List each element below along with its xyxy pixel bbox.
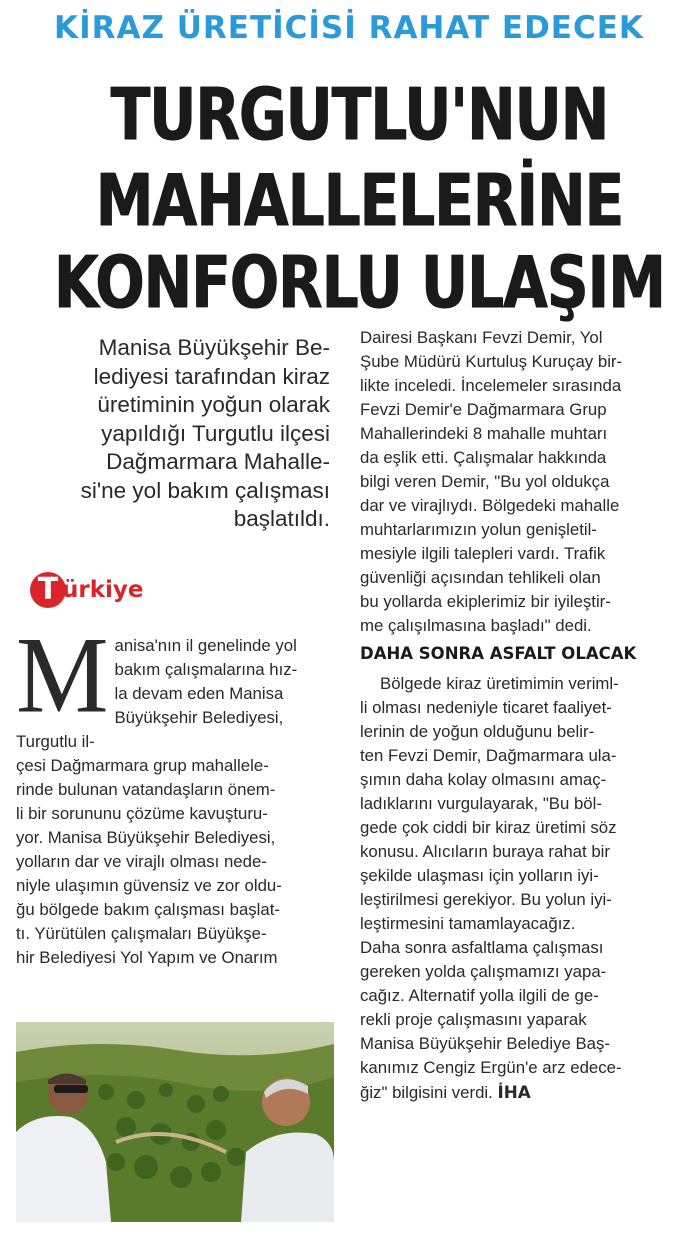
body-line: lerinin de yoğun olduğunu belir- — [360, 722, 595, 741]
lead-line: başlatıldı. — [233, 506, 330, 531]
body-line: li bir sorununu çözüme kavuşturu- — [16, 804, 268, 823]
body-line: şımın daha kolay olmasını amaç- — [360, 770, 607, 789]
lead-line: Dağmarmara Mahalle- — [106, 449, 330, 474]
body-line: ğu bölgede bakım çalışması başlat- — [16, 900, 280, 919]
agency-credit: İHA — [497, 1082, 531, 1102]
body-line: leştirilmesi gerekiyor. Bu yolun iyi- — [360, 890, 612, 909]
body-line: tı. Yürütülen çalışmaları Büyükşe- — [16, 924, 267, 943]
body-line: gede çok ciddi bir kiraz üretimi söz — [360, 818, 617, 837]
body-line: Daha sonra asfaltlama çalışması — [360, 938, 604, 957]
body-line: ladıklarını vurgulayarak, "Bu böl- — [360, 794, 602, 813]
body-line: mesiyle ilgili talepleri vardı. Trafik — [360, 544, 606, 563]
body-right-column — [360, 326, 678, 1105]
body-line: cağız. Alternatif yolla ilgili de ge- — [360, 986, 599, 1005]
body-line: Bölgede kiraz üretimimin veriml- — [380, 674, 619, 693]
lead-line: Manisa Büyükşehir Be- — [98, 335, 330, 360]
body-line: likte inceledi. İncelemeler sırasında — [360, 376, 622, 395]
body-line: gereken yolda çalışmamızı yapa- — [360, 962, 607, 981]
body-line: li olması nedeniyle ticaret faaliyet- — [360, 698, 612, 717]
body-line: ğiz" bilgisini verdi. — [360, 1083, 493, 1102]
lead-paragraph — [20, 334, 330, 534]
lead-line: si'ne yol bakım çalışması — [80, 477, 330, 503]
body-line: yor. Manisa Büyükşehir Belediyesi, — [16, 828, 276, 847]
kicker-headline: KİRAZ ÜRETİCİSİ RAHAT EDECEK — [54, 10, 644, 46]
logo-text: ürkiye — [62, 577, 144, 603]
body-line: Dairesi Başkanı Fevzi Demir, Yol — [360, 328, 603, 347]
logo-circle-icon: T — [30, 572, 66, 608]
body-line: güvenliği açısından tehlikeli olan — [360, 568, 601, 587]
body-left-column — [16, 615, 332, 970]
body-line: anisa'nın il genelinde yol — [114, 636, 297, 655]
body-line: bakım çalışmalarına hız- — [114, 660, 298, 679]
body-line: konusu. Alıcıların buraya rahat bir — [360, 842, 610, 861]
body-line: hir Belediyesi Yol Yapım ve Onarım — [16, 948, 278, 967]
subheading: DAHA SONRA ASFALT OLACAK — [360, 644, 637, 663]
headline-line-1: TURGUTLU'NUN — [110, 71, 608, 157]
lead-line: yapıldığı Turgutlu ilçesi — [101, 420, 330, 446]
body-line: Fevzi Demir'e Dağmarmara Grup — [360, 400, 607, 419]
headline-line-2: MAHALLELERİNE — [95, 157, 623, 243]
body-line: bilgi veren Demir, "Bu yol oldukça — [360, 472, 610, 491]
headline-line-3: KONFORLU ULAŞIM — [53, 239, 665, 325]
body-line: niyle ulaşımın güvensiz ve zor oldu- — [16, 876, 282, 895]
body-line: bu yollarda ekiplerimiz bir iyileştir- — [360, 592, 611, 611]
drop-cap: M — [16, 615, 109, 736]
body-line: kanımız Cengiz Ergün'e arz edece- — [360, 1058, 622, 1077]
body-line: Mahallerindeki 8 mahalle muhtarı — [360, 424, 608, 443]
body-line: da eşlik etti. Çalışmalar hakkında — [360, 448, 607, 467]
body-line: Büyükşehir Belediyesi, Turgutlu il- — [16, 708, 284, 751]
body-line: ten Fevzi Demir, Dağmarmara ula- — [360, 746, 617, 765]
body-line: muhtarlarımızın yolun genişletil- — [360, 520, 597, 539]
body-line: rinde bulunan vatandaşların önem- — [16, 780, 276, 799]
body-line: şekilde ulaşması için yolların iyi- — [360, 866, 599, 885]
lead-line: üretiminin yoğun olarak — [97, 392, 330, 417]
body-line: me çalışılmasına başladı" dedi. — [360, 616, 592, 635]
body-line: rekli proje çalışmasını yaparak — [360, 1010, 587, 1029]
body-line: yolların dar ve virajlı olması nede- — [16, 852, 267, 871]
body-line: leştirmesini tamamlayacağız. — [360, 914, 576, 933]
turkiye-logo — [30, 570, 144, 610]
body-last-line — [360, 1080, 678, 1105]
lead-line: lediyesi tarafından kiraz — [93, 363, 330, 389]
body-line: Şube Müdürü Kurtuluş Kuruçay bir- — [360, 352, 623, 371]
news-photo — [16, 1022, 334, 1222]
body-line: dar ve virajlıydı. Bölgedeki mahalle — [360, 496, 620, 515]
body-line: la devam eden Manisa — [114, 684, 284, 703]
body-line: Manisa Büyükşehir Belediye Baş- — [360, 1034, 610, 1053]
body-line: çesi Dağmarmara grup mahallele- — [16, 756, 269, 775]
